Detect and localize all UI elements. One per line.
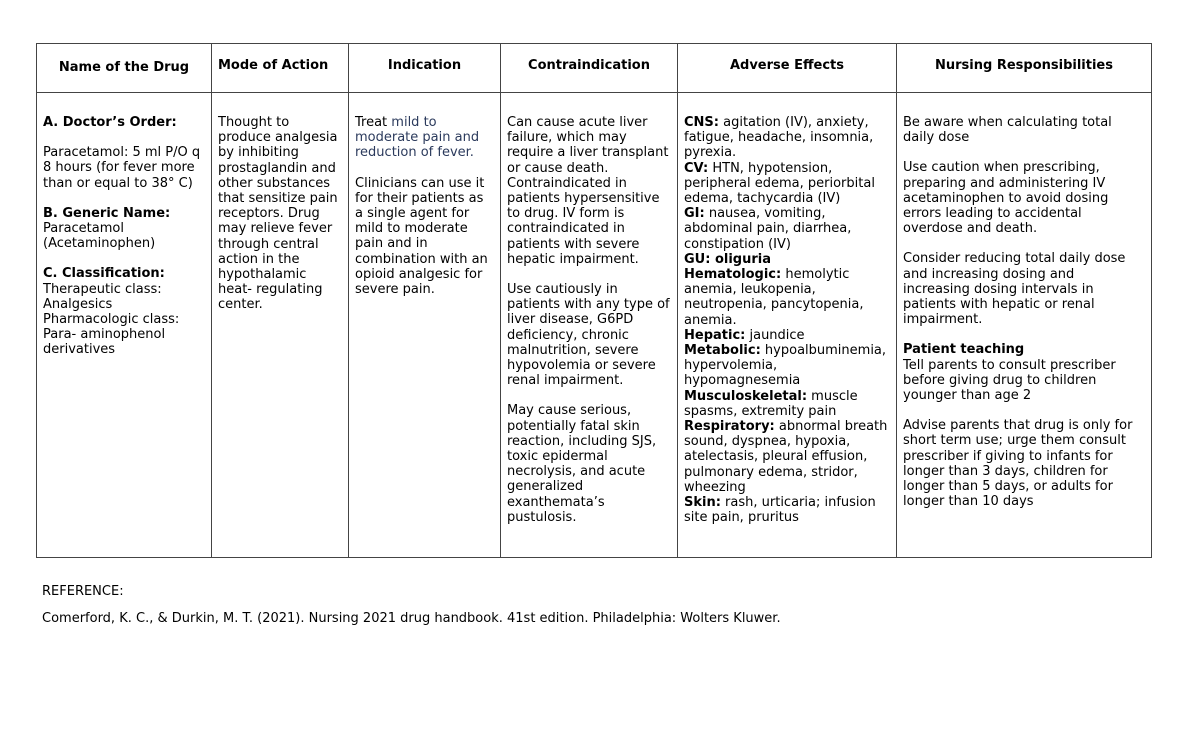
adverse-item: GI: nausea, vomiting, abdominal pain, diarrhea, constipation (IV) <box>684 206 852 252</box>
header-contraindication: Contraindication <box>501 44 678 93</box>
generic-name-label: B. Generic Name: <box>43 205 171 221</box>
patient-teaching-text: Tell parents to consult prescriber before giving drug to children younger than age 2 <box>903 357 1116 404</box>
mode-of-action-cell <box>212 93 349 558</box>
indication-paragraph-1 <box>355 115 494 161</box>
header-indication: Indication <box>349 44 501 93</box>
adverse-effects-cell <box>678 93 897 558</box>
nursing-responsibilities-cell <box>897 93 1152 558</box>
adverse-item: CNS: agitation (IV), anxiety, fatigue, headache, insomnia, pyrexia. <box>684 115 874 161</box>
nursing-paragraph-2: Use caution when prescribing, preparing and administering IV acetaminophen to avoid dosing errors leading to accidental overdose and death. <box>903 160 1109 237</box>
adverse-item: Metabolic: hypoalbuminemia, hypervolemia, hypomagnesemia <box>684 343 887 389</box>
indication-highlight: mild to moderate pain and reduction of fever. <box>355 115 480 161</box>
reference-citation: Comerford, K. C., & Durkin, M. T. (2021). Nursing 2021 drug handbook. 41st edition. Philadelphia: Wolters Kluwer. <box>42 611 781 626</box>
adverse-item: Hepatic: jaundice <box>684 327 805 343</box>
header-nursing-responsibilities: Nursing Responsibilities <box>897 44 1152 93</box>
patient-teaching-label: Patient teaching <box>903 342 1025 358</box>
adverse-item: Musculoskeletal: muscle spasms, extremity pain <box>684 388 858 419</box>
reference-label: REFERENCE: <box>42 584 124 599</box>
contraindication-paragraph-1: Can cause acute liver failure, which may require a liver transplant or cause death. Contraindicated in patients hypersensitive to drug. IV form is contraindicated in patients with severe hepatic impairment. <box>507 115 669 267</box>
contraindication-paragraph-3: May cause serious, potentially fatal skin reaction, including SJS, toxic epidermal necrolysis, and acute generalized exanthemata’s pustulosis. <box>507 403 657 525</box>
generic-name-text: Paracetamol (Acetaminophen) <box>43 221 156 252</box>
doctors-order-text: Paracetamol: 5 ml P/O q 8 hours (for fever more than or equal to 38° C) <box>43 145 201 191</box>
indication-treat: Treat <box>355 115 392 130</box>
nursing-paragraph-1: Be aware when calculating total daily dose <box>903 115 1112 146</box>
adverse-item: Respiratory: abnormal breath sound, dyspnea, hypoxia, atelectasis, pleural effusion, pulmonary edema, stridor, wheezing <box>684 419 888 495</box>
contraindication-paragraph-2: Use cautiously in patients with any type of liver disease, G6PD deficiency, chronic malnutrition, severe hypovolemia or severe renal impairment. <box>507 282 670 389</box>
header-adverse-effects: Adverse Effects <box>678 44 897 93</box>
doctors-order-label: A. Doctor’s Order: <box>43 115 177 130</box>
content-row <box>37 93 1152 558</box>
adverse-item: Skin: rash, urticaria; infusion site pain, pruritus <box>684 495 876 526</box>
indication-paragraph-2: Clinicians can use it for their patients as a single agent for mild to moderate pain and in combination with an opioid analgesic for severe pain. <box>355 175 488 298</box>
classification-label: C. Classification: <box>43 266 165 282</box>
indication-cell <box>349 93 501 558</box>
mode-of-action-text: Thought to produce analgesia by inhibiting prostaglandin and other substances that sensitize pain receptors. Drug may relieve fever through central action in the hypothalamic heat- regulating center. <box>218 115 338 313</box>
adverse-item: Hematologic: hemolytic anemia, leukopenia, neutropenia, pancytopenia, anemia. <box>684 267 864 328</box>
nursing-paragraph-3: Consider reducing total daily dose and increasing dosing and increasing dosing intervals in patients with hepatic or renal impairment. <box>903 251 1126 328</box>
header-row <box>37 44 1152 93</box>
header-mode-of-action: Mode of Action <box>212 44 349 93</box>
adverse-item: GU: oliguria <box>684 251 771 267</box>
contraindication-cell <box>501 93 678 558</box>
drug-study-table <box>36 43 1152 558</box>
drug-name-cell <box>37 93 212 558</box>
nursing-paragraph-5: Advise parents that drug is only for short term use; urge them consult prescriber if giving to infants for longer than 3 days, children for longer than 5 days, or adults for longer than 10 days <box>903 418 1133 510</box>
adverse-effects-list <box>678 93 896 531</box>
header-drug-name: Name of the Drug <box>37 44 212 93</box>
adverse-item: CV: HTN, hypotension, peripheral edema, periorbital edema, tachycardia (IV) <box>684 160 875 207</box>
classification-text: Therapeutic class: Analgesics Pharmacologic class: Para- aminophenol derivatives <box>43 281 180 358</box>
